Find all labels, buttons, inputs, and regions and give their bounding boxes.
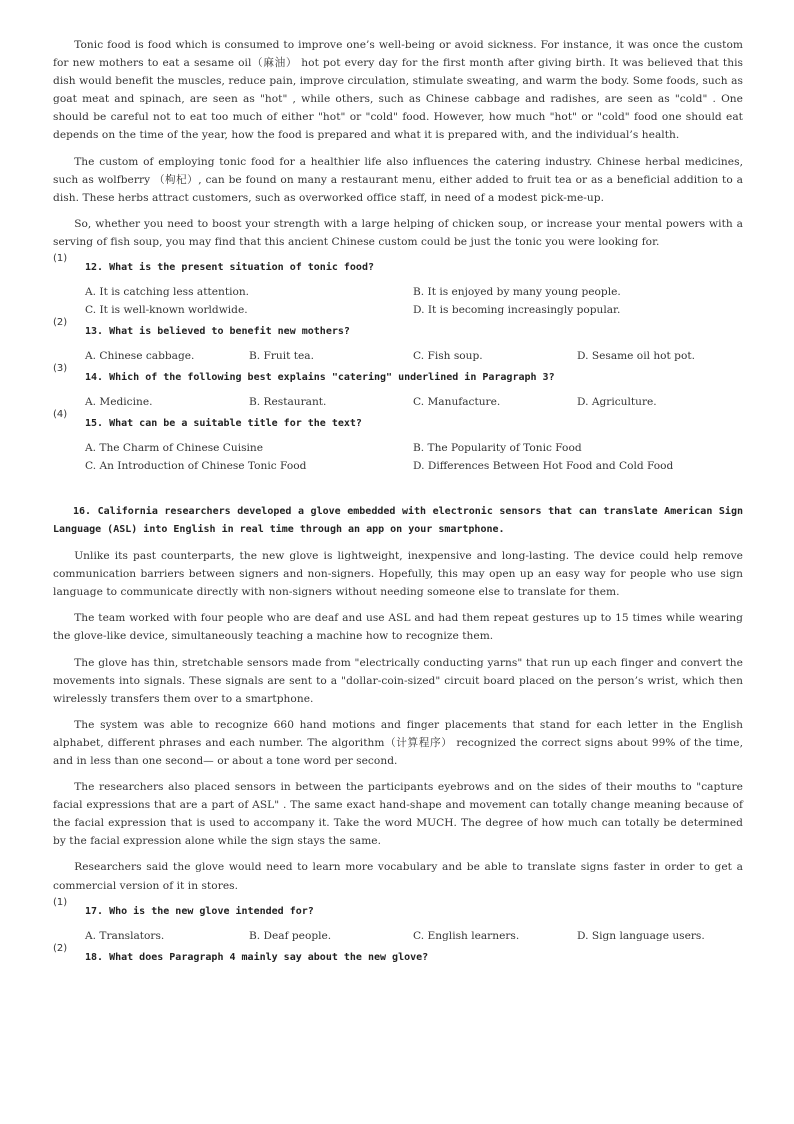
question [53, 317, 743, 365]
answer-option[interactable]: A. It is catching less attention. [85, 286, 250, 299]
answer-option[interactable]: A. Medicine. [85, 396, 153, 409]
answer-option[interactable]: A. Chinese cabbage. [85, 350, 195, 363]
paragraph: The custom of employing tonic food for a healthier life also influences the catering industry. Chinese herbal medicines, such as wolfberry （枸杞）, can be found on many a restaurant menu, either added to fruit tea or as a beneficial addition to a dish. These herbs attract customers, such as overworked office staff, in need of a modest pick-me-up. [53, 155, 743, 204]
answer-option[interactable]: D. Differences Between Hot Food and Cold Food [413, 460, 674, 473]
question [53, 409, 743, 475]
paragraph: The team worked with four people who are deaf and use ASL and had them repeat gestures up to 15 times while wearing the glove-like device, simultaneously teaching a machine how to recognize them. [53, 612, 743, 643]
paragraph: The system was able to recognize 660 hand motions and finger placements that stand for each letter in the English alphabet, different phrases and each number. The algorithm（计算程序） recognized the correct signs about 99% of the time, and in less than one second— or about a tone word per second. [53, 718, 743, 767]
answer-option[interactable]: D. It is becoming increasingly popular. [413, 304, 621, 317]
question-number: (1) [53, 253, 68, 265]
question-number: (4) [53, 409, 68, 421]
answer-options [85, 439, 743, 475]
answer-option[interactable]: C. An Introduction of Chinese Tonic Food [85, 460, 307, 473]
answer-options [85, 927, 743, 945]
paragraph: The glove has thin, stretchable sensors made from "electrically conducting yarns" that run up each finger and convert the movements into signals. These signals are sent to a "dollar-coin-sized" circuit board placed on the person’s wrist, which then wirelessly transfers them over to a smartphone. [53, 656, 743, 705]
exam-page [53, 36, 743, 967]
paragraph: Researchers said the glove would need to learn more vocabulary and be able to translate signs faster in order to get a commercial version of it in stores. [53, 861, 743, 892]
passage-2 [53, 503, 743, 895]
answer-option[interactable]: B. Restaurant. [249, 396, 327, 409]
answer-option[interactable]: C. English learners. [413, 929, 520, 942]
question-number: (3) [53, 363, 68, 375]
paragraph: So, whether you need to boost your strength with a large helping of chicken soup, or increase your mental powers with a serving of fish soup, you may find that this ancient Chinese custom could be just the tonic you were looking for. [53, 217, 743, 248]
question [53, 896, 743, 945]
answer-options [85, 347, 743, 365]
answer-option[interactable]: D. Sesame oil hot pot. [577, 350, 695, 363]
question-number: (1) [53, 896, 68, 908]
passage-1-questions [53, 253, 743, 475]
answer-option[interactable]: B. The Popularity of Tonic Food [413, 442, 582, 455]
answer-option[interactable]: D. Sign language users. [577, 929, 705, 942]
question-text: 13. What is believed to benefit new mothers? [85, 326, 350, 338]
question-16-intro: 16. California researchers developed a glove embedded with electronic sensors that can translate American Sign Language (ASL) into English in real time through an app on your smartphone. [53, 506, 743, 536]
answer-option[interactable]: A. The Charm of Chinese Cuisine [85, 442, 264, 455]
answer-option[interactable]: B. Deaf people. [249, 929, 332, 942]
question-number: (2) [53, 317, 68, 329]
answer-option[interactable]: B. It is enjoyed by many young people. [413, 286, 621, 299]
paragraph: The researchers also placed sensors in between the participants eyebrows and on the sides of their mouths to "capture facial expressions that are a part of ASL" . The same exact hand-shape and movement can totally change meaning because of the facial expression that is used to accompany it. Take the word MUCH. The degree of how much can totally be determined by the facial expression alone while the sign stays the same. [53, 781, 743, 848]
passage-2-questions [53, 896, 743, 967]
answer-option[interactable]: C. It is well-known worldwide. [85, 304, 248, 317]
question [53, 363, 743, 411]
answer-options [85, 283, 743, 319]
paragraph: Tonic food is food which is consumed to improve one’s well-being or avoid sickness. For instance, it was once the custom for new mothers to eat a sesame oil（麻油） hot pot every day for the first month after giving birth. It was believed that this dish would benefit the muscles, reduce pain, improve circulation, stimulate sweating, and warm the body. Some foods, such as goat meat and spinach, are seen as "hot" , while others, such as Chinese cabbage and radishes, are seen as "cold" . One should be careful not to eat too much of either "hot" or "cold" food. However, how much "hot" or "cold" food one should eat depends on the time of the year, how the food is prepared and what it is prepared with, and the individual’s health. [53, 39, 743, 142]
question-text: 17. Who is the new glove intended for? [85, 905, 314, 917]
paragraph: Unlike its past counterparts, the new glove is lightweight, inexpensive and long-lasting. The device could help remove communication barriers between signers and non-signers. Hopefully, this may open up an easy way for people who use sign language to communicate directly with non-signers without needing someone else to translate for them. [53, 550, 743, 599]
question [53, 253, 743, 319]
answer-option[interactable]: C. Fish soup. [413, 350, 483, 363]
question-text: 12. What is the present situation of tonic food? [85, 262, 374, 274]
question [53, 942, 743, 967]
passage-1 [53, 36, 743, 251]
question-text: 15. What can be a suitable title for the text? [85, 418, 362, 430]
answer-option[interactable]: D. Agriculture. [577, 396, 657, 409]
question-text: 14. Which of the following best explains "catering" underlined in Paragraph 3? [85, 372, 555, 384]
answer-option[interactable]: A. Translators. [85, 929, 165, 942]
answer-options [85, 393, 743, 411]
question-text: 18. What does Paragraph 4 mainly say about the new glove? [85, 951, 429, 963]
question-number: (2) [53, 942, 68, 954]
answer-option[interactable]: B. Fruit tea. [249, 350, 314, 363]
answer-option[interactable]: C. Manufacture. [413, 396, 501, 409]
